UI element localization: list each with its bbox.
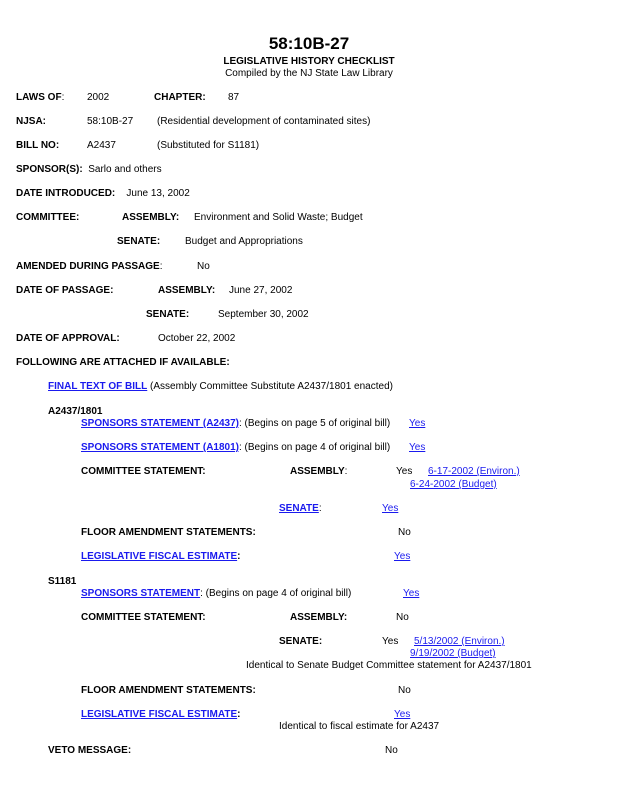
- s1181-assembly-value: No: [396, 612, 409, 623]
- sponsors-value: Sarlo and others: [88, 164, 162, 175]
- date-introduced-field: [16, 188, 190, 200]
- passage-senate-label: SENATE:: [146, 309, 190, 320]
- a2437-committee-label: COMMITTEE STATEMENT:: [81, 466, 206, 477]
- s1181-sponsors-desc: : (Begins on page 4 of original bill): [200, 588, 352, 599]
- s1181-sponsors-row: [81, 588, 351, 600]
- a2437-assembly-colon: :: [344, 466, 348, 477]
- bill-no-label: BILL NO:: [16, 140, 60, 151]
- a1801-sponsors-row: [81, 442, 390, 454]
- chapter-value: 87: [228, 92, 240, 103]
- s1181-fiscal-estimate-link[interactable]: LEGISLATIVE FISCAL ESTIMATE: [81, 709, 238, 720]
- approval-value: October 22, 2002: [158, 333, 236, 344]
- s1181-senate-note: Identical to Senate Budget Committee statement for A2437/1801: [246, 660, 532, 671]
- committee-statement-budget-link[interactable]: 6-24-2002 (Budget): [410, 479, 497, 490]
- s1181-senate-label: SENATE:: [279, 636, 323, 647]
- a2437-assembly-yes: Yes: [396, 466, 413, 477]
- bill-no-value: A2437: [87, 140, 116, 151]
- compiled-by: Compiled by the NJ State Law Library: [225, 68, 393, 79]
- a2437-sponsors-row: [81, 418, 390, 430]
- page-subtitle: LEGISLATIVE HISTORY CHECKLIST: [223, 56, 395, 67]
- s1181-fiscal-colon: :: [237, 709, 241, 720]
- s1181-sponsors-statement-link[interactable]: SPONSORS STATEMENT: [81, 588, 201, 599]
- committee-assembly-label: ASSEMBLY:: [122, 212, 180, 223]
- s1181-fiscal-row: [81, 709, 240, 721]
- a2437-heading: A2437/1801: [48, 406, 103, 417]
- committee-senate-value: Budget and Appropriations: [185, 236, 303, 247]
- sponsors-statement-a1801-link[interactable]: SPONSORS STATEMENT (A1801): [81, 442, 239, 453]
- laws-of-label: LAWS OF: [16, 92, 62, 103]
- bill-no-note: (Substituted for S1181): [157, 140, 260, 151]
- veto-value: No: [385, 745, 398, 756]
- s1181-senate-budget-link[interactable]: 9/19/2002 (Budget): [410, 648, 496, 659]
- a2437-fiscal-yes-link[interactable]: Yes: [394, 551, 411, 562]
- final-text-row: [48, 381, 393, 393]
- final-text-link[interactable]: FINAL TEXT OF BILL: [48, 381, 148, 392]
- passage-label: DATE OF PASSAGE:: [16, 285, 114, 296]
- a2437-senate-yes-link[interactable]: Yes: [382, 503, 399, 514]
- amended-value: No: [197, 261, 210, 272]
- s1181-sponsors-yes-link[interactable]: Yes: [403, 588, 420, 599]
- page-title: 58:10B-27: [268, 34, 350, 53]
- final-text-description: (Assembly Committee Substitute A2437/1801 enacted): [150, 381, 393, 392]
- date-introduced-label: DATE INTRODUCED:: [16, 188, 116, 199]
- s1181-fiscal-yes-link[interactable]: Yes: [394, 709, 411, 720]
- sponsors-label: SPONSOR(S):: [16, 164, 83, 175]
- sponsors-field: [16, 164, 162, 176]
- passage-assembly-value: June 27, 2002: [229, 285, 293, 296]
- sponsors-statement-a2437-yes-link[interactable]: Yes: [409, 418, 426, 429]
- committee-assembly-value: Environment and Solid Waste; Budget: [194, 212, 363, 223]
- amended-colon: :: [159, 261, 163, 272]
- s1181-heading: S1181: [48, 576, 77, 587]
- laws-of-colon: :: [61, 92, 65, 103]
- a2437-senate-link[interactable]: SENATE: [279, 503, 319, 514]
- amended-label: AMENDED DURING PASSAGE: [16, 261, 160, 272]
- veto-label: VETO MESSAGE:: [48, 745, 132, 756]
- committee-senate-label: SENATE:: [117, 236, 161, 247]
- a2437-senate-colon: :: [318, 503, 322, 514]
- a2437-fiscal-estimate-link[interactable]: LEGISLATIVE FISCAL ESTIMATE: [81, 551, 238, 562]
- committee-label: COMMITTEE:: [16, 212, 80, 223]
- s1181-senate-value: Yes: [382, 636, 399, 647]
- committee-statement-environ-link[interactable]: 6-17-2002 (Environ.): [428, 466, 520, 477]
- s1181-senate-environ-link[interactable]: 5/13/2002 (Environ.): [414, 636, 505, 647]
- s1181-assembly-label: ASSEMBLY:: [290, 612, 348, 623]
- a2437-floor-label: FLOOR AMENDMENT STATEMENTS:: [81, 527, 256, 538]
- approval-label: DATE OF APPROVAL:: [16, 333, 120, 344]
- sponsors-statement-a2437-link[interactable]: SPONSORS STATEMENT (A2437): [81, 418, 239, 429]
- laws-of-field: [16, 92, 64, 104]
- a2437-floor-value: No: [398, 527, 411, 538]
- attached-heading: FOLLOWING ARE ATTACHED IF AVAILABLE:: [16, 357, 230, 368]
- laws-of-value: 2002: [87, 92, 110, 103]
- s1181-fiscal-note: Identical to fiscal estimate for A2437: [279, 721, 440, 732]
- sponsors-statement-a2437-desc: : (Begins on page 5 of original bill): [239, 418, 391, 429]
- s1181-committee-label: COMMITTEE STATEMENT:: [81, 612, 206, 623]
- a2437-assembly-label: ASSEMBLY: [290, 466, 345, 477]
- sponsors-statement-a1801-yes-link[interactable]: Yes: [409, 442, 426, 453]
- njsa-value: 58:10B-27: [87, 116, 134, 127]
- a2437-fiscal-row: [81, 551, 240, 563]
- njsa-description: (Residential development of contaminated sites): [157, 116, 371, 127]
- passage-assembly-label: ASSEMBLY:: [158, 285, 216, 296]
- njsa-label: NJSA:: [16, 116, 47, 127]
- a2437-senate-field: [279, 503, 322, 515]
- s1181-floor-value: No: [398, 685, 411, 696]
- a2437-fiscal-colon: :: [237, 551, 241, 562]
- sponsors-statement-a1801-desc: : (Begins on page 4 of original bill): [239, 442, 391, 453]
- a2437-assembly-field: [290, 466, 347, 478]
- amended-field: [16, 261, 163, 273]
- s1181-floor-label: FLOOR AMENDMENT STATEMENTS:: [81, 685, 256, 696]
- chapter-label: CHAPTER:: [154, 92, 206, 103]
- passage-senate-value: September 30, 2002: [218, 309, 309, 320]
- date-introduced-value: June 13, 2002: [126, 188, 190, 199]
